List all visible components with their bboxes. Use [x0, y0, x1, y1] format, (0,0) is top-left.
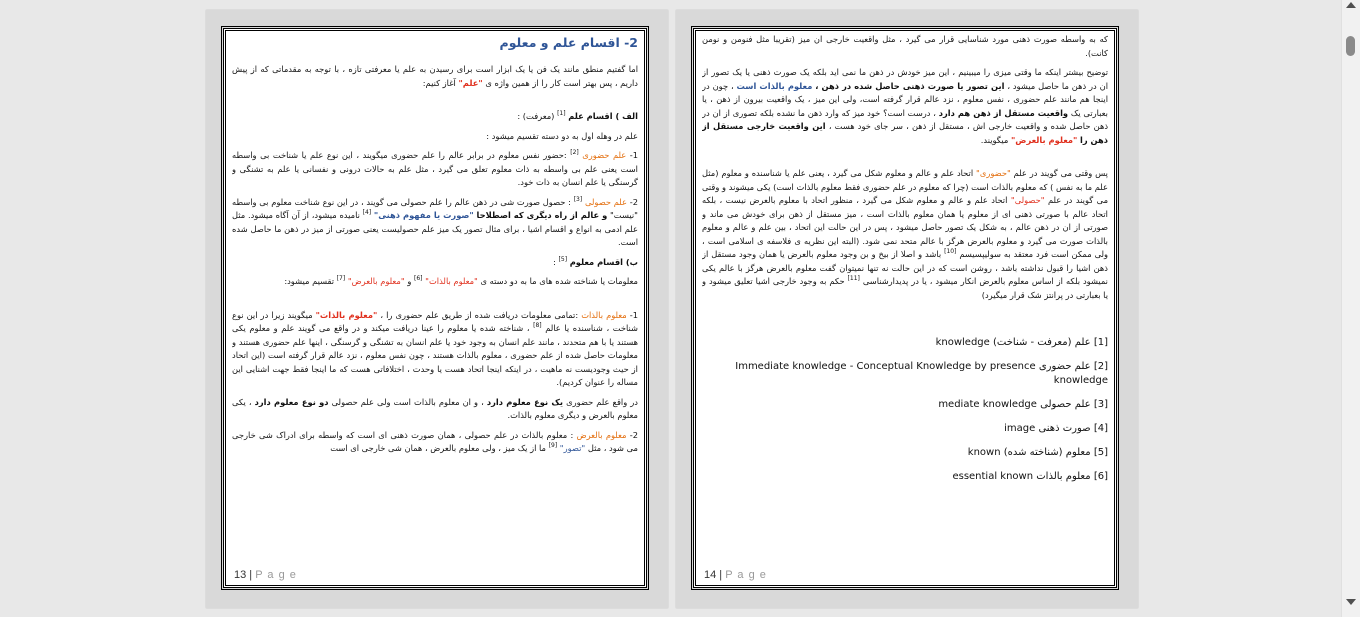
term-huzuri: علم حضوری	[582, 150, 627, 160]
footnote-ref[interactable]: [2]	[570, 149, 579, 157]
divide-paragraph: علم در وهله اول به دو دسته تقسیم میشود :	[486, 130, 638, 141]
intro-paragraph: اما گفتیم منطق مانند یک فن یا یک ابزار است برای رسیدن به علم یا معرفتی تازه ، با توجه به مقدماتی که از پیش داریم ، پس بهتر است کار را از همین واژه ی "علم" آغاز کنیم:	[232, 64, 638, 88]
footnote-ref[interactable]: [11]	[847, 275, 860, 283]
footnote-ref[interactable]: [10]	[944, 248, 957, 256]
footnote-item: [2] علم حضوری Immediate knowledge - Conceptual Knowledge by presence knowledge	[735, 361, 1108, 386]
union-paragraph: پس وقتی می گویند در علم "حضوری" اتحاد علم و عالم و معلوم شکل می گیرد ، یعنی علم یا شناسنده و معلوم (مثل علم ما به نفس ) که معلوم بالذات است (چرا که معلوم در علم حضوری فقط معلوم بالذات است) یکی میشوند و وقتی می گویند در علم "حصولی" اتحاد علم و عالم و معلوم شکل می گیرد ، منظور اتحاد با معلوم بالعرض نیست ، بلکه اتحاد عالم با صورتی ذهنی ای از معلوم یا همان معلوم بالذات است ، میز مستقل از ذهن برای خودش می ماند و صورتی از ان در ذهن عالم ، به شکل یک تصور حاصل میشود ، پس در این حالت این اتحاد ، بین علم و عالم و معلوم بالذات صورت می گیرد و معلوم بالعرض هرگز با عالم متحد نمی شود. (البته این نظریه ی فلاسفه ی اسلامی است ، ولی ممکن است فرد معتقد به سولیپسیسم [10] باشد و اصلا از بیخ و بن وجود معلوم بالعرض یا همان وجود مستقل از ذهن اشیا را قبول نداشته باشد ، روشن است که در این حالت نه تنها نمیتوان گفت معلوم بالعرض هرگز با عالم یکی نمیشود بلکه از اساس معلوم بالعرض انکار میشود ، یا در پدیدارشناسی [11] حکم به وجود خارجی اشیا تعلیق میشود و یا بعبارتی در پرانتز شک قرار میگیرد)	[702, 168, 1108, 300]
term-surat: "صورت یا مفهوم ذهنی"	[373, 210, 474, 220]
scroll-down-arrow-icon[interactable]	[1346, 599, 1356, 605]
subheading-b: ب) اقسام معلوم [5] :	[553, 255, 638, 267]
list-item: 1- معلوم بالذات :تمامی معلومات دریافت شده از طریق علم حضوری را ، "معلوم بالذات" میگویند زیرا در این نوع شناخت ، شناسنده یا عالم [8] ، شناخته شده یا معلوم را عینا دریافت میکند و در واقع می گویند علم و معلوم یکی هستند یا با هم متحدند ، مانند علم انسان به وجود خود یا علم انسان به تشنگی و گرسنگی ، اینها علم حضوری هستند و معلومات حاصل شده از علم حضوری ، معلوم بالذات هستند ، چون نفس معلوم ، نزد عالم قرار گرفته است (این اتحاد از حیث وجودیست نه ماهیت ، در اینکه اینجا اتحاد هست یا وحدت ، اختلافاتی هست که ما اینجا فقط جهت اشنایی این مساله را عنوان کردیم).	[232, 309, 638, 387]
page-14	[676, 10, 1138, 608]
footnote-ref[interactable]: [3]	[573, 195, 583, 203]
footnote-ref[interactable]: [8]	[533, 322, 542, 330]
scroll-thumb[interactable]	[1346, 36, 1355, 56]
footnote-ref[interactable]: [7]	[336, 275, 346, 283]
footnote-item: [5] معلوم (شناخته شده) known	[967, 447, 1108, 458]
known-paragraph: معلومات یا شناخته شده های ما به دو دسته ی "معلوم بالذات" [6] و "معلوم بالعرض" [7] تقسیم میشود:	[284, 275, 638, 286]
footnote-ref[interactable]: [9]	[548, 442, 558, 450]
list-item: 2- معلوم بالعرض : معلوم بالذات در علم حصولی ، همان صورت ذهنی ای است که واسطه برای ادراک شی خارجی می شود ، مثل "تصور" [9] ما از یک میز ، ولی معلوم بالعرض ، همان شی خارجی ای است	[232, 429, 638, 453]
scroll-up-arrow-icon[interactable]	[1346, 2, 1356, 8]
subheading-a: الف ) اقسام علم [1] (معرفت) :	[517, 110, 638, 121]
footnote-item: [6] معلوم بالذات essential known	[952, 471, 1108, 482]
page-content	[702, 33, 1108, 561]
page-content	[232, 33, 638, 561]
footnote-ref[interactable]: [1]	[557, 110, 566, 118]
footnote-ref[interactable]: [4]	[362, 209, 372, 217]
footnote-ref[interactable]: [6]	[413, 275, 423, 283]
continuation-paragraph: که به واسطه صورت ذهنی مورد شناسایی قرار می گیرد ، مثل واقعیت خارجی ان میز (تقریبا مثل فنومن و نومن کانت).	[702, 34, 1108, 58]
page-border	[223, 28, 647, 588]
footnote-item: [1] علم (معرفت - شناخت) knowledge	[935, 337, 1108, 348]
section-heading: 2- اقسام علم و معلوم	[499, 35, 638, 50]
page-number: 14 | P a g e	[704, 569, 767, 581]
page-13	[206, 10, 668, 608]
list-item: 2- علم حصولی [3] : حصول صورت شی در ذهن عالم را علم حصولی می گویند ، در این نوع شناخت معلوم بی واسطه "نیست" و عالم از راه دیگری که اصطلاحا "صورت یا مفهوم ذهنی" [4] نامیده میشود، از آن آگاه میشود. مثل علم ادمی به انواع و اقسام اشیا ، برای مثال تصور یک میز علم حصولیست یعنی صورتی از میز در ذهن ما حاصل شده است.	[232, 195, 638, 247]
page-border	[693, 28, 1117, 588]
footnotes-list	[702, 336, 1108, 484]
footnote-ref[interactable]: [5]	[558, 255, 568, 263]
page-number: 13 | P a g e	[234, 569, 297, 581]
footnote-item: [4] صورت ذهنی image	[1004, 423, 1108, 434]
term-husuli: علم حصولی	[584, 196, 627, 207]
list-item: 1- علم حضوری [2] :حضور نفس معلوم در برابر عالم را علم حضوری میگویند ، این نوع علم یا شناخت بی واسطه است یعنی علم بی واسطه به ذات معلوم تعلق می گیرد ، مثل علم به حالات درونی و نفسانی یا علم به تشنگی و گرسنگی یا علم انسان به ذات خود.	[232, 149, 638, 187]
footnote-item: [3] علم حصولی mediate knowledge	[938, 399, 1108, 410]
vertical-scrollbar[interactable]	[1341, 0, 1360, 617]
term-ilm: "علم"	[458, 77, 483, 88]
explanation-paragraph: توضیح بیشتر اینکه ما وقتی میزی را میبینیم ، این میز خودش در ذهن ما نمی اید بلکه یک صورت ذهنی یا یک تصور از ان در ذهن ما حاصل میشود ، این تصور یا صورت ذهنی حاصل شده در ذهن ، معلوم بالذات است ، چون در اینجا هم مانند علم حضوری ، نفس معلوم ، نزد عالم قرار گرفته است، ولی این میز ، یک واقعیت بیرون از ذهن ، یا بعبارتی یک واقعیت مستقل از ذهن هم دارد ، درست است؟ خود میز که وارد ذهن ما نشده بلکه تصوری از ان در ذهن حاصل شده و واقعیت خارجی اش ، مستقل از ذهن ، سر جای خود هست ، این واقعیت خارجی مستقل از ذهن را "معلوم بالعرض" میگویند.	[702, 67, 1108, 145]
summary-paragraph: در واقع علم حضوری یک نوع معلوم دارد ، و ان معلوم بالذات است ولی علم حصولی دو نوع معلوم دارد ، یکی معلوم بالعرض و دیگری معلوم بالذات.	[232, 396, 638, 420]
